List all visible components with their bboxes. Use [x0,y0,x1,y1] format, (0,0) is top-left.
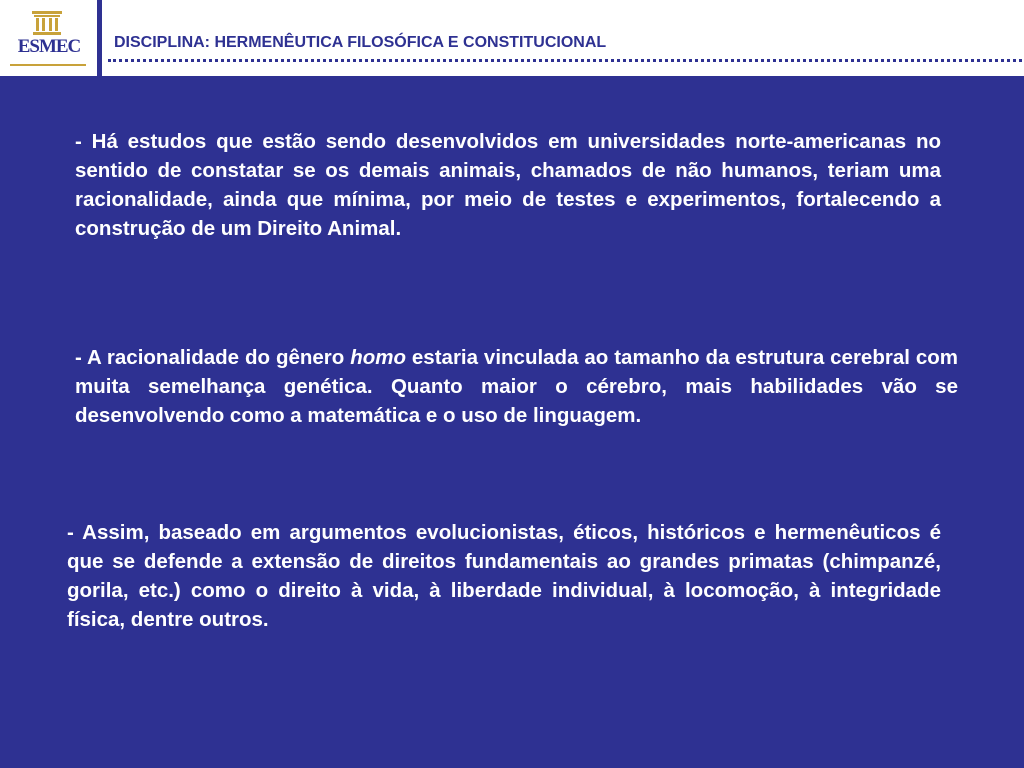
paragraph-3: - Assim, baseado em argumentos evolucionistas, éticos, históricos e hermenêuticos é que se defende a extensão de direitos fundamentais ao grandes primatas (chimpanzé, gorila, etc.) como o direito à vida, à liberdade individual, à locomoção, à integridade física, dentre outros. [67,521,941,631]
logo-underline [10,64,86,66]
paragraph-1: - Há estudos que estão sendo desenvolvidos em universidades norte-americanas no sentido de constatar se os demais animais, chamados de não humanos, teriam uma racionalidade, ainda que mínima, por meio de testes e experimentos, fortalecendo a construção de um Direito Animal. [75,130,941,240]
paragraph-2-italic: homo [350,346,406,369]
esmec-logo [0,0,97,76]
paragraph-2 [75,343,958,430]
header-divider [97,0,102,76]
logo-text: ESMEC [17,36,81,57]
header-bar [0,0,1024,76]
page-title: DISCIPLINA: HERMENÊUTICA FILOSÓFICA E CONSTITUCIONAL [114,34,607,51]
paragraph-2-end: estaria vinculada ao tamanho da estrutura cerebral com muita semelhança genética. Quanto maior o cérebro, mais habilidades vão se desenvolvendo como a matemática e o uso de linguagem. [75,346,958,427]
dotted-rule [108,59,1022,62]
paragraph-2-start: - A racionalidade do gênero [75,346,351,369]
column-emblem-icon [30,10,64,36]
